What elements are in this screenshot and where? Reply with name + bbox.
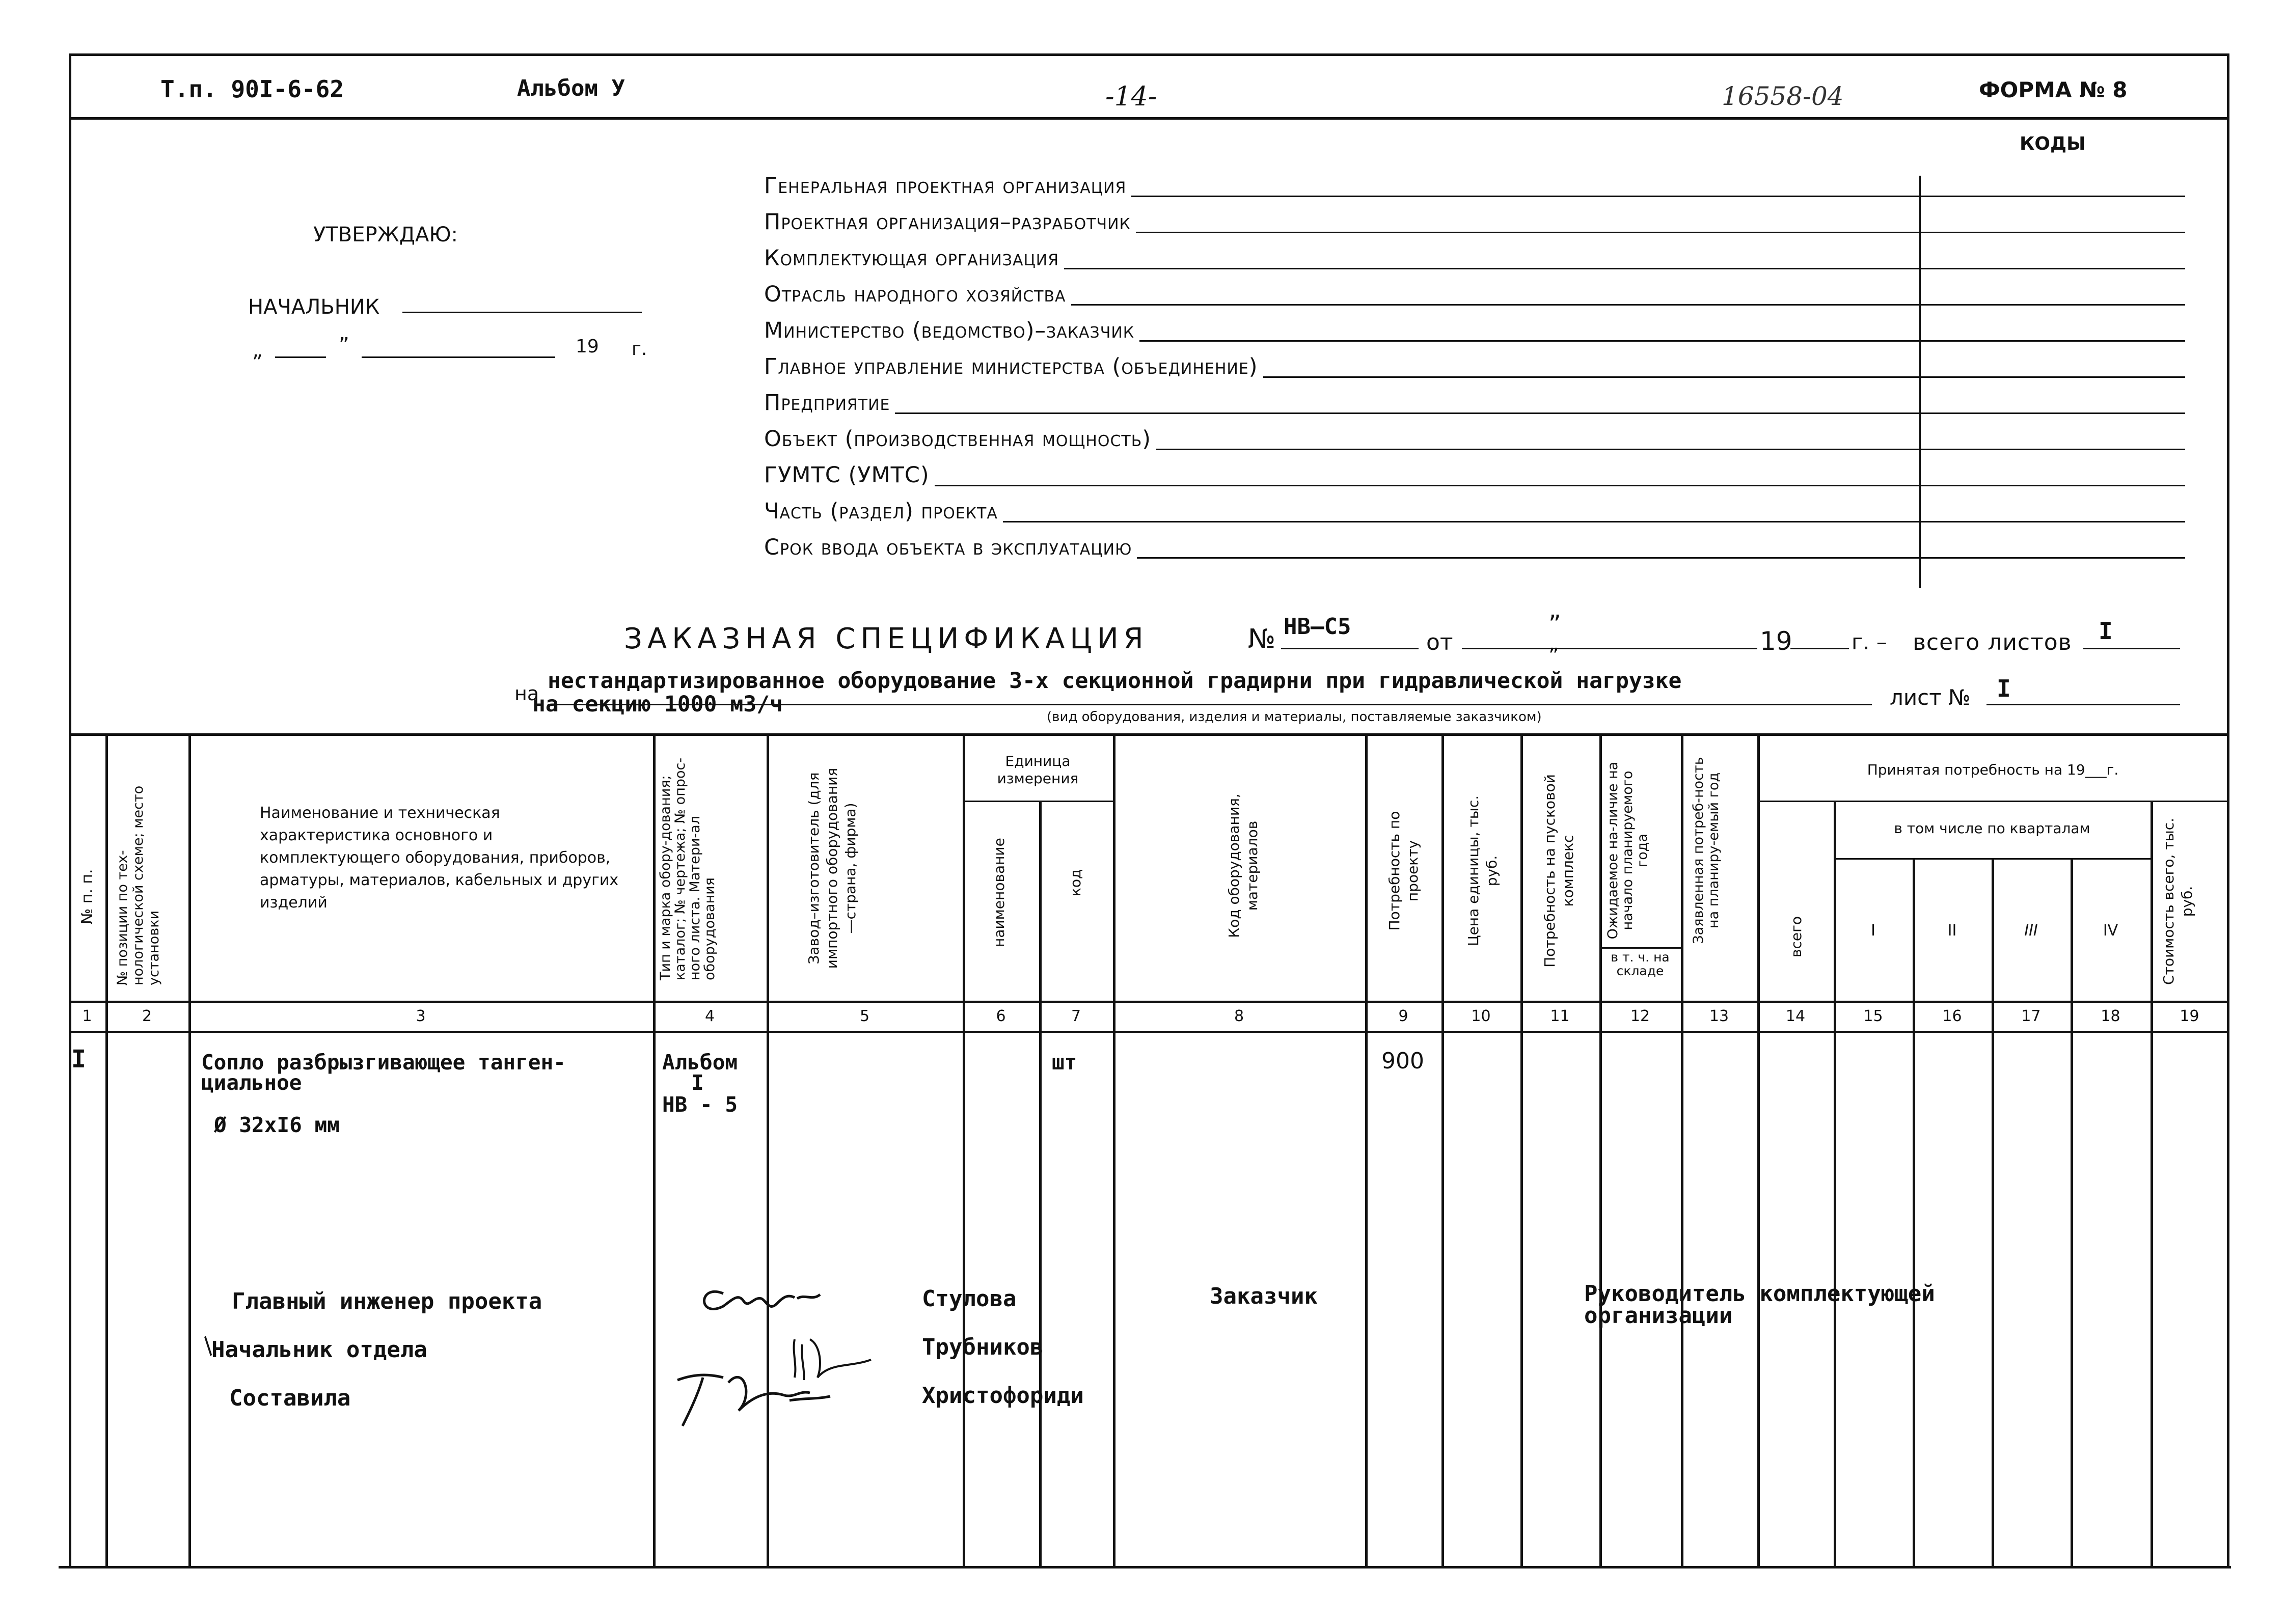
month-line bbox=[362, 356, 555, 358]
item-unit: шт bbox=[1052, 1050, 1077, 1075]
spec-sheets-value: I bbox=[2099, 617, 2113, 645]
col11-header: Потребность на пусковой комплекс bbox=[1541, 774, 1576, 968]
col-line-3 bbox=[653, 733, 656, 1566]
item-type-line2: I bbox=[691, 1070, 704, 1095]
org-field-label: Отрасль народного хозяйства bbox=[764, 282, 1066, 307]
org-field-label: Объект (производственная мощность) bbox=[764, 426, 1152, 452]
column-number: 14 bbox=[1785, 1007, 1806, 1025]
col-line-5 bbox=[963, 733, 965, 1566]
col1-header: № п. п. bbox=[78, 869, 96, 924]
spec-year: 19 bbox=[1760, 626, 1792, 656]
col-line-9 bbox=[1441, 733, 1444, 1566]
org-field-line bbox=[1263, 376, 2185, 378]
org-field-line bbox=[1064, 268, 2185, 269]
frame-left bbox=[69, 53, 71, 1566]
org-field-line bbox=[935, 485, 2185, 486]
column-number: 13 bbox=[1709, 1007, 1729, 1025]
org-field-label: Предприятие bbox=[764, 390, 890, 416]
approve-title: УТВЕРЖДАЮ: bbox=[313, 223, 458, 246]
col7-header: код bbox=[1067, 869, 1084, 896]
column-number: 4 bbox=[704, 1007, 715, 1025]
sig-name-3: Христофориди bbox=[922, 1383, 1084, 1409]
page-number: -14- bbox=[1105, 81, 1157, 112]
col-line-10 bbox=[1520, 733, 1523, 1566]
org-field-line bbox=[1139, 340, 2185, 342]
tp-number: Т.п. 90I-6-62 bbox=[160, 75, 344, 103]
approve-g: г. bbox=[632, 339, 647, 360]
col17-header: III bbox=[2024, 922, 2038, 940]
sig-customer: Заказчик bbox=[1210, 1283, 1318, 1309]
col-line-18 bbox=[2151, 801, 2153, 1566]
column-number: 5 bbox=[859, 1007, 870, 1025]
col-line-12 bbox=[1681, 733, 1683, 1566]
col-line-6 bbox=[1039, 801, 1042, 1566]
org-field-line bbox=[895, 412, 2185, 414]
spec-title: ЗАКАЗНАЯ СПЕЦИФИКАЦИЯ bbox=[624, 622, 1149, 655]
spec-year-line bbox=[1790, 648, 1849, 649]
org-field-label: Комплектующая организация bbox=[764, 245, 1059, 271]
org-field-line bbox=[1156, 449, 2185, 450]
org-field-line bbox=[1071, 304, 2185, 306]
column-number: 17 bbox=[2021, 1007, 2041, 1025]
col3-header: Наименование и техническая характеристика основного и комплектующего оборудования, приборов, арматуры, материалов, кабельных и других изделий bbox=[260, 804, 619, 912]
column-number: 12 bbox=[1630, 1007, 1650, 1025]
org-field-label: Срок ввода объекта в эксплуатацию bbox=[764, 535, 1132, 560]
row-number: I bbox=[71, 1045, 86, 1074]
column-number: 6 bbox=[996, 1007, 1006, 1025]
col-line-15 bbox=[1913, 858, 1915, 1566]
col-line-2 bbox=[188, 733, 191, 1566]
col13-header: Заявленная потреб-ность на планиру-емый год bbox=[1691, 757, 1722, 944]
col19-header: Стоимость всего, тыс. руб. bbox=[2160, 817, 2195, 985]
item-type-line1: Альбом bbox=[662, 1050, 738, 1075]
col-line-17 bbox=[2071, 858, 2073, 1566]
org-field-label: Министерство (ведомство)–заказчик bbox=[764, 318, 1135, 343]
col-line-8 bbox=[1365, 733, 1368, 1566]
col5-header: Завод–изготовитель (для импортного оборудования —страна, фирма) bbox=[805, 767, 859, 969]
col14-header: всего bbox=[1788, 916, 1805, 957]
column-number: 2 bbox=[142, 1007, 152, 1025]
col-line-13 bbox=[1757, 733, 1760, 1566]
item-name-line1: Сопло разбрызгивающее танген- bbox=[201, 1050, 566, 1075]
day-line bbox=[275, 356, 326, 358]
table-numbers-bottom bbox=[69, 1031, 2228, 1033]
sig-compiled: Составила bbox=[229, 1385, 351, 1411]
org-field-line bbox=[1136, 232, 2185, 233]
form-label: ФОРМА № 8 bbox=[1979, 77, 2128, 102]
sig-supplier-line2: организации bbox=[1584, 1303, 1733, 1329]
item-qty: 900 bbox=[1381, 1048, 1424, 1074]
col-line-11 bbox=[1599, 733, 1602, 1566]
spec-sheets-label: всего листов bbox=[1913, 629, 2072, 655]
col-line-16 bbox=[1992, 858, 1994, 1566]
col9-header: Потребность по проекту bbox=[1386, 811, 1421, 931]
accepted-subheader-line bbox=[1757, 801, 2228, 802]
spec-sheet-value: I bbox=[1997, 675, 2011, 702]
sig-name-2: Трубников bbox=[922, 1334, 1044, 1360]
spec-no-label: № bbox=[1248, 624, 1276, 654]
org-field-label: Часть (раздел) проекта bbox=[764, 499, 998, 524]
codes-label: КОДЫ bbox=[2020, 133, 2086, 154]
quarters-header: в том числе по кварталам bbox=[1894, 820, 2090, 837]
col-line-7 bbox=[1113, 733, 1115, 1566]
table-header-bottom bbox=[69, 1001, 2228, 1003]
col6-header: наименование bbox=[991, 838, 1008, 947]
org-field-line bbox=[1003, 521, 2185, 522]
column-number: 7 bbox=[1071, 1007, 1081, 1025]
col12-split-line bbox=[1599, 947, 1681, 949]
spec-subject-line2: на секцию 1000 м3/ч bbox=[532, 692, 783, 717]
column-number: 15 bbox=[1863, 1007, 1883, 1025]
sig-slash: / bbox=[196, 1332, 219, 1359]
org-field-line bbox=[1131, 196, 2185, 197]
approve-chief: НАЧАЛЬНИК bbox=[248, 295, 380, 319]
org-field-label: ГУМТС (УМТС) bbox=[764, 462, 930, 488]
spec-sheet-label: лист № bbox=[1890, 685, 1971, 710]
spec-no-line bbox=[1281, 648, 1419, 649]
org-field-line bbox=[1137, 557, 2185, 559]
unit-header: Единица измерения bbox=[997, 753, 1079, 787]
spec-date-line bbox=[1462, 648, 1757, 649]
col12b-header: в т. ч. на складе bbox=[1611, 950, 1670, 978]
org-field-label: Главное управление министерства (объединение) bbox=[764, 354, 1258, 379]
header-divider bbox=[69, 117, 2228, 120]
col-line-1 bbox=[105, 733, 108, 1566]
sig-supplier-line1: Руководитель комплектующей bbox=[1584, 1281, 1935, 1307]
col16-header: II bbox=[1947, 922, 1957, 940]
sig-dept-head: Начальник отдела bbox=[211, 1337, 427, 1363]
spec-na: на bbox=[514, 682, 539, 705]
column-number: 1 bbox=[82, 1007, 92, 1025]
table-top bbox=[69, 733, 2228, 736]
spec-kind-note: (вид оборудования, изделия и материалы, поставляемые заказчиком) bbox=[1047, 709, 1542, 725]
col2-header: № позиции по тех-нологической схеме; место установки bbox=[115, 785, 162, 985]
column-number: 18 bbox=[2101, 1007, 2120, 1025]
col12-header: Ожидаемое на-личие на начало планируемого года bbox=[1605, 761, 1650, 940]
item-type-line3: НВ - 5 bbox=[662, 1092, 738, 1117]
spec-ot: от bbox=[1426, 629, 1453, 655]
column-number: 19 bbox=[2180, 1007, 2199, 1025]
signature-2 bbox=[794, 1339, 871, 1380]
accepted-header: Принятая потребность на 19___г. bbox=[1867, 761, 2119, 778]
ref-number: 16558-04 bbox=[1722, 81, 1844, 111]
col4-header: Тип и марка обору-дования; каталог; № чертежа; № опрос-ного листа. Матери-ал оборудования bbox=[658, 757, 718, 980]
column-number: 16 bbox=[1942, 1007, 1962, 1025]
spec-quote: ” bbox=[1548, 610, 1561, 639]
spec-subject-line1: нестандартизированное оборудование 3-х секционной градирни при гидравлической нагрузке bbox=[548, 668, 1682, 694]
item-name-line2: циальное bbox=[201, 1070, 302, 1095]
col10-header: Цена единицы, тыс. руб. bbox=[1465, 795, 1500, 947]
sig-name-1: Стулова bbox=[922, 1286, 1017, 1312]
sig-chief-engineer: Главный инженер проекта bbox=[232, 1288, 542, 1314]
spec-sheets-line bbox=[2083, 648, 2180, 649]
spec-no-value: НВ–С5 bbox=[1284, 614, 1351, 640]
spec-subject-underline bbox=[548, 704, 1872, 705]
spec-g: г. – bbox=[1852, 629, 1887, 654]
frame-right bbox=[2227, 53, 2229, 1566]
column-number: 3 bbox=[416, 1007, 426, 1025]
album-label: Альбом У bbox=[517, 75, 625, 101]
approve-quote-close: ” bbox=[339, 334, 349, 357]
spec-quote-2: ” bbox=[1548, 644, 1559, 668]
col18-header: IV bbox=[2103, 922, 2118, 940]
item-name-line3: Ø 32хI6 мм bbox=[214, 1113, 340, 1137]
column-number: 11 bbox=[1550, 1007, 1570, 1025]
codes-divider bbox=[1919, 176, 1921, 588]
col8-header: Код оборудования, материалов bbox=[1226, 793, 1261, 938]
unit-subheader-line bbox=[963, 801, 1113, 802]
column-number: 8 bbox=[1234, 1007, 1244, 1025]
handwritten-signatures bbox=[667, 1263, 902, 1451]
signature-1 bbox=[704, 1291, 821, 1309]
org-field-label: Генеральная проектная организация bbox=[764, 173, 1127, 199]
chief-line bbox=[402, 312, 642, 313]
approve-year: 19 bbox=[576, 336, 599, 357]
spec-sheet-line bbox=[1986, 704, 2180, 705]
org-field-label: Проектная организация–разработчик bbox=[764, 209, 1131, 235]
column-number: 9 bbox=[1398, 1007, 1408, 1025]
frame-top bbox=[69, 53, 2228, 56]
frame-bottom bbox=[59, 1566, 2231, 1568]
col-line-14 bbox=[1834, 801, 1836, 1566]
column-number: 10 bbox=[1471, 1007, 1491, 1025]
signature-3 bbox=[677, 1375, 830, 1426]
approve-quote-open: „ bbox=[252, 339, 263, 362]
col15-header: I bbox=[1871, 922, 1875, 940]
